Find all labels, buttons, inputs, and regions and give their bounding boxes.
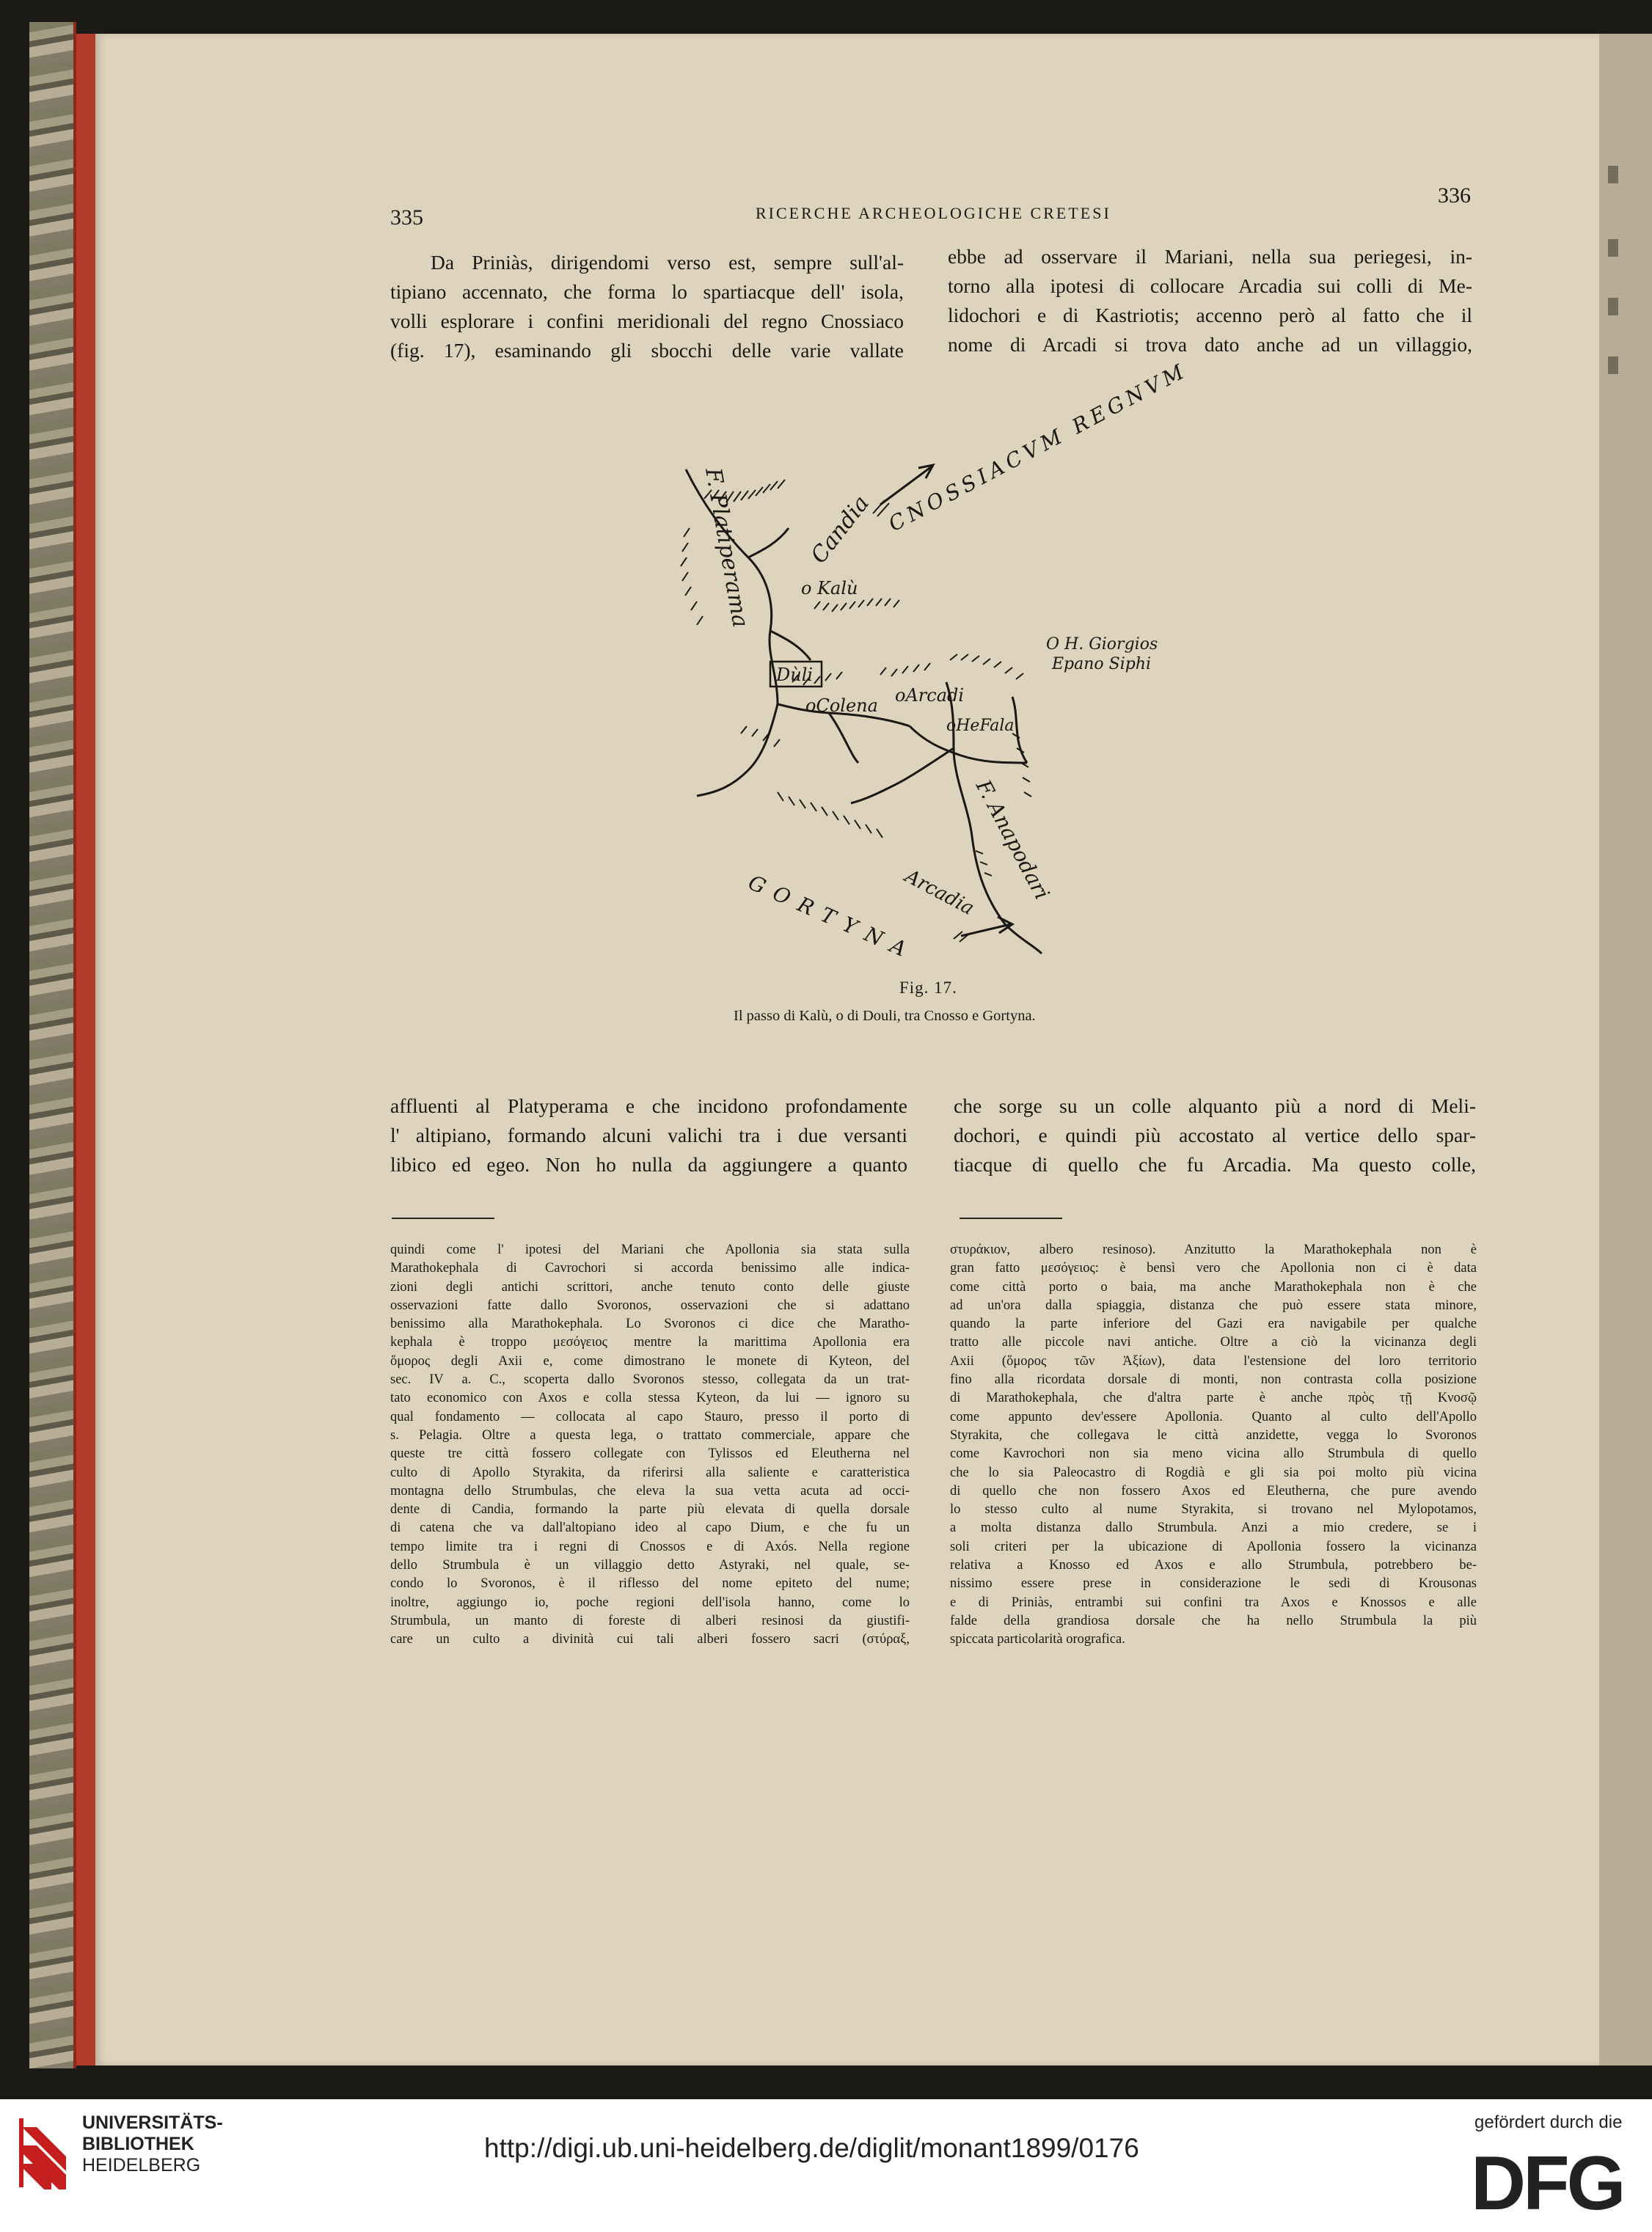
footnote-line: queste tre città fossero collegate con Tylissos ed Eleutherna nel xyxy=(390,1446,910,1462)
map-label-siphi: Epano Siphi xyxy=(1052,655,1152,673)
figure-caption: Il passo di Kalù, o di Douli, tra Cnosso e Gortyna. xyxy=(734,1008,1036,1024)
text-line: ebbe ad osservare il Mariani, nella sua periegesi, in- xyxy=(948,245,1472,268)
footnote-line: tempo limite tra i regni di Cnossos e di Axós. Nella regione xyxy=(390,1539,910,1554)
text-line: che sorge su un colle alquanto più a nord di Meli- xyxy=(954,1094,1476,1117)
text-line: (fig. 17), esaminando gli sbocchi delle varie vallate xyxy=(390,339,904,362)
footnote-line: zioni degli antichi scrittori, anche tenuto conto delle giuste xyxy=(390,1279,910,1295)
map-label-candia: Candia xyxy=(805,491,875,568)
footnote-line: lo stesso culto al nume Styrakita, si trovano nel Mylopotamos, xyxy=(950,1502,1477,1518)
footnote-line: tratto alle piccole navi antiche. Oltre a ciò la vicinanza degli xyxy=(950,1335,1477,1350)
text-line: nome di Arcadi si trova dato anche ad un villaggio, xyxy=(948,333,1472,356)
footnote-rule-left xyxy=(392,1218,494,1219)
footnote-line: di quello che non fossero Axos ed Eleutherna, che pure avendo xyxy=(950,1483,1477,1499)
footnote-line: soli criteri per la ubicazione di Apollonia fossero la vicinanza xyxy=(950,1539,1477,1554)
mid-left-column xyxy=(390,1091,907,1179)
footnote-line: sec. IV a. C., scoperta dallo Svoronos stesso, collegata da un trat- xyxy=(390,1372,910,1388)
footnote-line: a molta distanza dallo Strumbula. Anzi a mio credere, se i xyxy=(950,1521,1477,1536)
book-marbled-edge xyxy=(29,22,76,2068)
figure-label: Fig. 17. xyxy=(899,978,957,997)
footnote-line: montagna dello Strumbulas, che eleva la sua vetta acuta ad occi- xyxy=(390,1483,910,1499)
dfg-logo-icon xyxy=(1471,2141,1632,2226)
text-line: dochori, e quindi più accostato al vertice dello spar- xyxy=(954,1124,1476,1146)
permalink-url[interactable]: http://digi.ub.uni-heidelberg.de/diglit/monant1899/0176 xyxy=(484,2133,1139,2163)
footnote-line: benissimo alla Marathokephala. Lo Svoronos ci dice che Maratho- xyxy=(390,1317,910,1332)
text-line: libico ed egeo. Non ho nulla da aggiungere a quanto xyxy=(390,1153,907,1176)
footnote-line: Strumbula, un manto di foreste di alberi resinosi da giustifi- xyxy=(390,1613,910,1628)
footnote-line: στυράκιον, albero resinoso). Anzitutto la Marathokephala non è xyxy=(950,1243,1477,1257)
footnote-line: kephala è troppo μεσόγειος mentre la marittima Apollonia era xyxy=(390,1335,910,1350)
library-logo-icon xyxy=(15,2112,73,2193)
footnote-line: culto di Apollo Styrakita, da riferirsi alla saliente e caratteristica xyxy=(390,1465,910,1480)
map-label-regnum: CNOSSIACVM REGNVM xyxy=(884,357,1192,537)
page-number-right: 336 xyxy=(1438,183,1471,208)
map-label-colena: oColena xyxy=(805,695,878,716)
library-line-3: HEIDELBERG xyxy=(82,2155,201,2176)
footnote-line: relativa a Knosso ed Axos e allo Strumbula, potrebbero be- xyxy=(950,1558,1477,1573)
dfg-text: DFG xyxy=(1471,2141,1623,2226)
footnote-line: come Kavrochori non sia meno vicina allo Strumbula di quello xyxy=(950,1446,1477,1462)
funding-label: gefördert durch die xyxy=(1474,2112,1623,2132)
facing-page-edge xyxy=(1599,34,1652,2065)
footnote-line: Axii (ὅμορος τῶν Ἀξίων), data l'estensione del loro territorio xyxy=(950,1353,1477,1369)
footnote-line: condo lo Svoronos, è il riflesso del nome epiteto del nume; xyxy=(390,1576,910,1592)
mid-right-column xyxy=(954,1091,1476,1179)
footnote-line: falde della grandiosa dorsale che ha nello Strumbula la più xyxy=(950,1613,1477,1628)
map-label-anapodari: F. Anapodari xyxy=(971,775,1055,904)
map-label-gortyna: GORTYNA xyxy=(745,870,920,966)
map-label-giorgios: O H. Giorgios xyxy=(1046,635,1158,654)
text-line: lidochori e di Kastriotis; accenno però al fatto che il xyxy=(948,304,1472,326)
footnote-line: e di Priniàs, entrambi sui confini tra Axos e Knossos e alle xyxy=(950,1595,1477,1610)
running-title: RICERCHE ARCHEOLOGICHE CRETESI xyxy=(756,204,1111,222)
footnote-line: quando la parte inferiore del Gazi era navigabile per qualche xyxy=(950,1317,1477,1332)
footer-bar xyxy=(0,2099,1652,2232)
footnote-line: Marathokephala di Cavrochori si accorda benissimo alle indica- xyxy=(390,1261,910,1276)
text-line: tipiano accennato, che forma lo spartiacque dell' isola, xyxy=(390,280,904,303)
text-line: volli esplorare i confini meridionali del regno Cnossiaco xyxy=(390,310,904,332)
footnote-line: dente di Candia, formando la parte più elevata di quella dorsale xyxy=(390,1502,910,1518)
map-label-hefala: oHeFala xyxy=(946,717,1015,735)
footnote-line: qual fondamento — collocata al capo Stauro, presso il porto di xyxy=(390,1409,910,1424)
footnote-line: osservazioni fatte dallo Svoronos, osservazioni che si adattano xyxy=(390,1298,910,1313)
library-line-2: BIBLIOTHEK xyxy=(82,2134,194,2154)
map-label-arcadi: oArcadi xyxy=(895,685,965,706)
footnote-line: ὅμορος degli Axii e, come dimostrano le monete di Kyteon, del xyxy=(390,1353,910,1369)
footnote-line: s. Pelagia. Oltre a questa lega, o trattato commerciale, appare che xyxy=(390,1427,910,1443)
text-line: Da Priniàs, dirigendomi verso est, sempre sull'al- xyxy=(431,251,904,274)
text-line: affluenti al Platyperama e che incidono profondamente xyxy=(390,1094,907,1117)
footnote-line: che lo sia Paleocastro di Rogdià e gli sia poi molto più vicina xyxy=(950,1465,1477,1480)
footnote-line: di catena che va dall'altopiano ideo al capo Dium, e che fu un xyxy=(390,1521,910,1536)
footnote-left-column xyxy=(390,1241,910,1650)
footnote-right-column xyxy=(950,1241,1477,1650)
footnote-line: spiccata particolarità orografica. xyxy=(950,1632,1125,1647)
fig17-map xyxy=(660,357,1192,968)
footnote-line: ad un'ora dalla spiaggia, distanza che può essere stata minore, xyxy=(950,1298,1477,1313)
page-number-left: 335 xyxy=(390,205,423,230)
footnote-rule-right xyxy=(960,1218,1062,1219)
footnote-line: come appunto dev'essere Apollonia. Quanto al culto dell'Apollo xyxy=(950,1409,1477,1424)
text-line: l' altipiano, formando alcuni valichi tra i due versanti xyxy=(390,1124,907,1146)
footnote-line: nissimo essere prese in considerazione le sedi di Krousonas xyxy=(950,1576,1477,1592)
library-line-1: UNIVERSITÄTS- xyxy=(82,2112,223,2133)
footnote-line: Styrakita, che collegava le città anzidette, vegga lo Svoronos xyxy=(950,1427,1477,1443)
footnote-line: come città porto o baia, ma anche Marathokephala non è che xyxy=(950,1279,1477,1295)
map-label-douli: Dùli xyxy=(776,665,814,685)
top-right-column xyxy=(948,242,1472,359)
footnote-line: tato economico con Axos e colla stessa Kyteon, da lui — ignoro su xyxy=(390,1391,910,1406)
footnote-line: di Marathokephala, che d'altra parte è anche πρὸς τῇ Κνοσῷ xyxy=(950,1391,1477,1406)
footnote-line: care un culto a divinità cui tali alberi fossero sacri (στύραξ, xyxy=(390,1632,910,1647)
library-name xyxy=(82,2112,223,2176)
map-label-platiperama: F. Platiperama xyxy=(700,466,753,630)
footnote-line: gran fatto μεσόγειος: è bensì vero che Apollonia non ci è data xyxy=(950,1261,1477,1276)
footnote-line: inoltre, aggiungo io, poche regioni dell'isola hanno, come lo xyxy=(390,1595,910,1610)
text-line: tiacque di quello che fu Arcadia. Ma questo colle, xyxy=(954,1153,1476,1176)
map-label-kalu: o Kalù xyxy=(801,578,858,599)
text-line: torno alla ipotesi di collocare Arcadia sui colli di Me- xyxy=(948,274,1472,297)
footnote-line: fino alla ricordata dorsale di monti, non contrasta colla posizione xyxy=(950,1372,1477,1388)
top-left-column xyxy=(390,248,904,365)
map-label-arcadia: Arcadia xyxy=(901,865,978,920)
footnote-line: dello Strumbula è un villaggio detto Astyraki, nel quale, se- xyxy=(390,1558,910,1573)
footnote-line: quindi come l' ipotesi del Mariani che Apollonia sia stata sulla xyxy=(390,1243,910,1257)
